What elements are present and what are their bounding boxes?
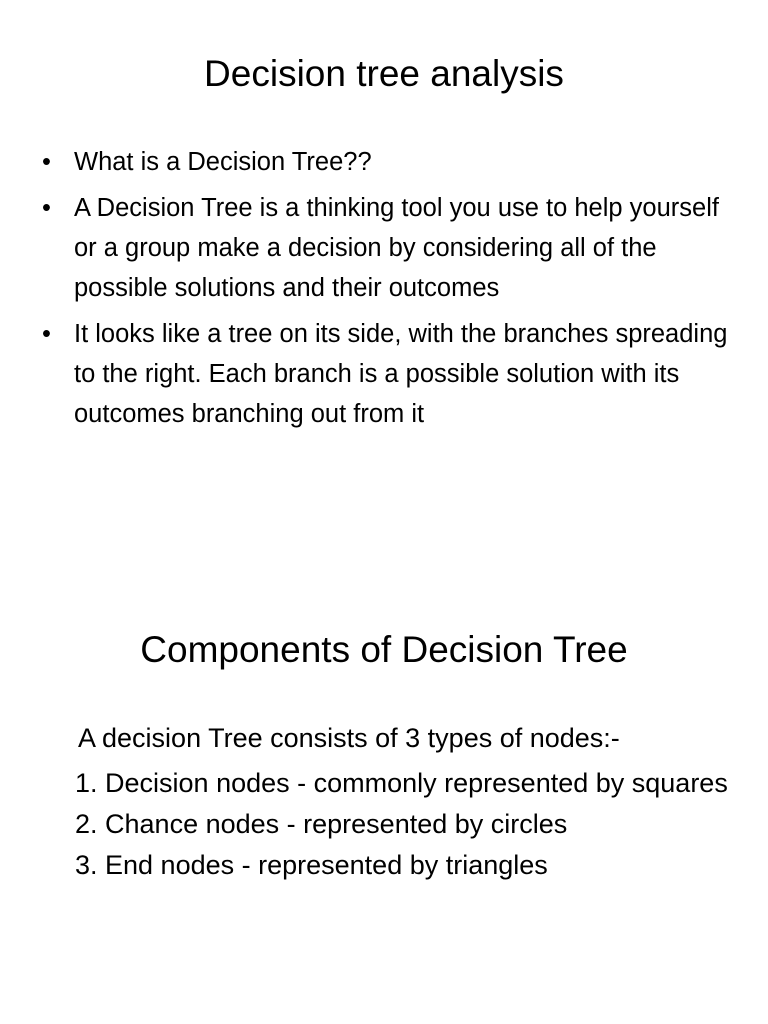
bullet-text: A Decision Tree is a thinking tool you use to help yourself or a group make a decision by considering all of the possible solutions and their outcomes bbox=[74, 194, 719, 302]
slide-components-of-decision-tree bbox=[0, 600, 768, 1024]
bullet-icon: • bbox=[42, 148, 51, 176]
bullet-text: It looks like a tree on its side, with the branches spreading to the right. Each branch is a possible solution with its outcomes branching out from it bbox=[74, 320, 728, 428]
slide-title: Decision tree analysis bbox=[204, 53, 564, 94]
bullet-icon: • bbox=[42, 194, 51, 222]
slide-body bbox=[75, 718, 735, 886]
bullet-text: What is a Decision Tree?? bbox=[74, 148, 372, 176]
node-type-line: 1. Decision nodes - commonly represented by squares bbox=[75, 768, 728, 798]
bullet-icon: • bbox=[42, 320, 51, 348]
node-type-line: 3. End nodes - represented by triangles bbox=[75, 850, 548, 880]
bullet-item bbox=[42, 188, 732, 308]
bullet-item bbox=[42, 314, 732, 434]
bullet-item bbox=[42, 142, 732, 182]
intro-text: A decision Tree consists of 3 types of nodes:- bbox=[78, 723, 620, 753]
node-type-line: 2. Chance nodes - represented by circles bbox=[75, 809, 568, 839]
bullet-list bbox=[42, 142, 732, 440]
slide-title: Components of Decision Tree bbox=[140, 629, 628, 670]
